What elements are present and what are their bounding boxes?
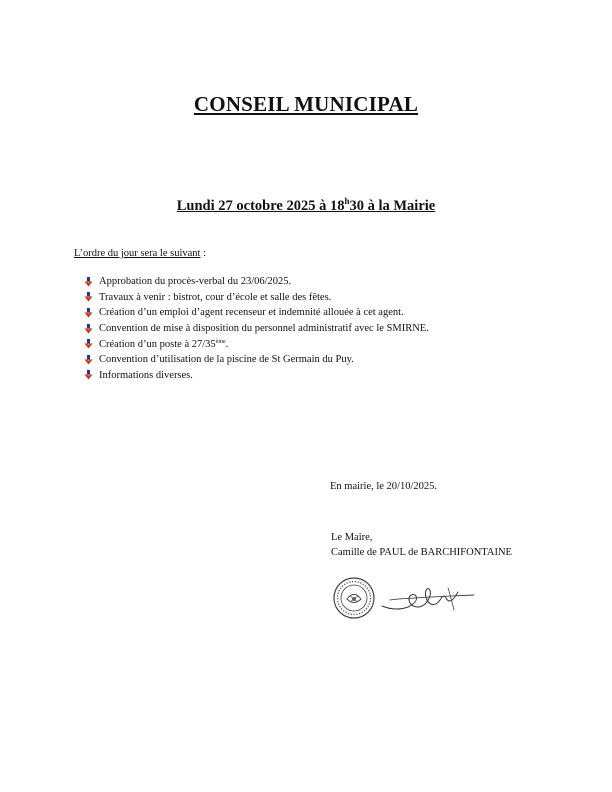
agenda-item <box>84 321 429 337</box>
agenda-item-text: Informations diverses. <box>99 369 193 381</box>
agenda-item-text-after: . <box>225 339 229 351</box>
meeting-date-prefix: Lundi 27 octobre 2025 à 18 <box>176 198 345 214</box>
signatory-block <box>331 531 512 560</box>
agenda-item <box>84 352 429 368</box>
agenda-item <box>84 290 429 306</box>
arrow-down-bullet-icon <box>84 324 93 334</box>
municipal-seal-stamp <box>332 576 376 620</box>
agenda-item <box>84 368 429 384</box>
agenda-intro-colon: : <box>200 248 206 259</box>
arrow-down-bullet-icon <box>84 292 93 302</box>
agenda-item-sup: ème <box>215 339 226 346</box>
agenda-item-text: Convention de mise à disposition du personnel administratif avec le SMIRNE. <box>99 322 429 334</box>
meeting-date-suffix: 30 à la Mairie <box>349 198 436 214</box>
signature-graphic <box>378 580 480 616</box>
signatory-role: Le Maire, <box>331 532 373 543</box>
agenda-item <box>84 305 429 321</box>
agenda-item-text: Convention d’utilisation de la piscine de St Germain du Puy. <box>99 353 354 365</box>
agenda-item-text-main: Création d’un poste à 27/35 <box>99 339 216 351</box>
agenda-item-text: Approbation du procès-verbal du 23/06/2025. <box>99 276 292 287</box>
signatory-name: Camille de PAUL de BARCHIFONTAINE <box>331 546 512 558</box>
agenda-item-text <box>99 335 228 353</box>
agenda-intro-label: L’ordre du jour sera le suivant <box>74 248 201 259</box>
agenda-item <box>84 336 429 352</box>
arrow-down-bullet-icon <box>84 308 93 318</box>
place-and-date: En mairie, le 20/10/2025. <box>330 481 438 492</box>
meeting-date <box>0 196 612 215</box>
agenda-intro <box>74 248 206 259</box>
agenda-item-text: Création d’un emploi d’agent recenseur et indemnité allouée à cet agent. <box>99 307 404 319</box>
page-title: CONSEIL MUNICIPAL <box>193 92 419 116</box>
arrow-down-bullet-icon <box>84 355 93 365</box>
agenda-item <box>84 274 429 290</box>
meeting-hour-sup: h <box>344 196 350 206</box>
arrow-down-bullet-icon <box>84 339 93 349</box>
arrow-down-bullet-icon <box>84 277 93 287</box>
agenda-item-text: Travaux à venir : bistrot, cour d’école et salle des fêtes. <box>99 291 332 303</box>
agenda-list <box>84 274 429 383</box>
arrow-down-bullet-icon <box>84 370 93 380</box>
